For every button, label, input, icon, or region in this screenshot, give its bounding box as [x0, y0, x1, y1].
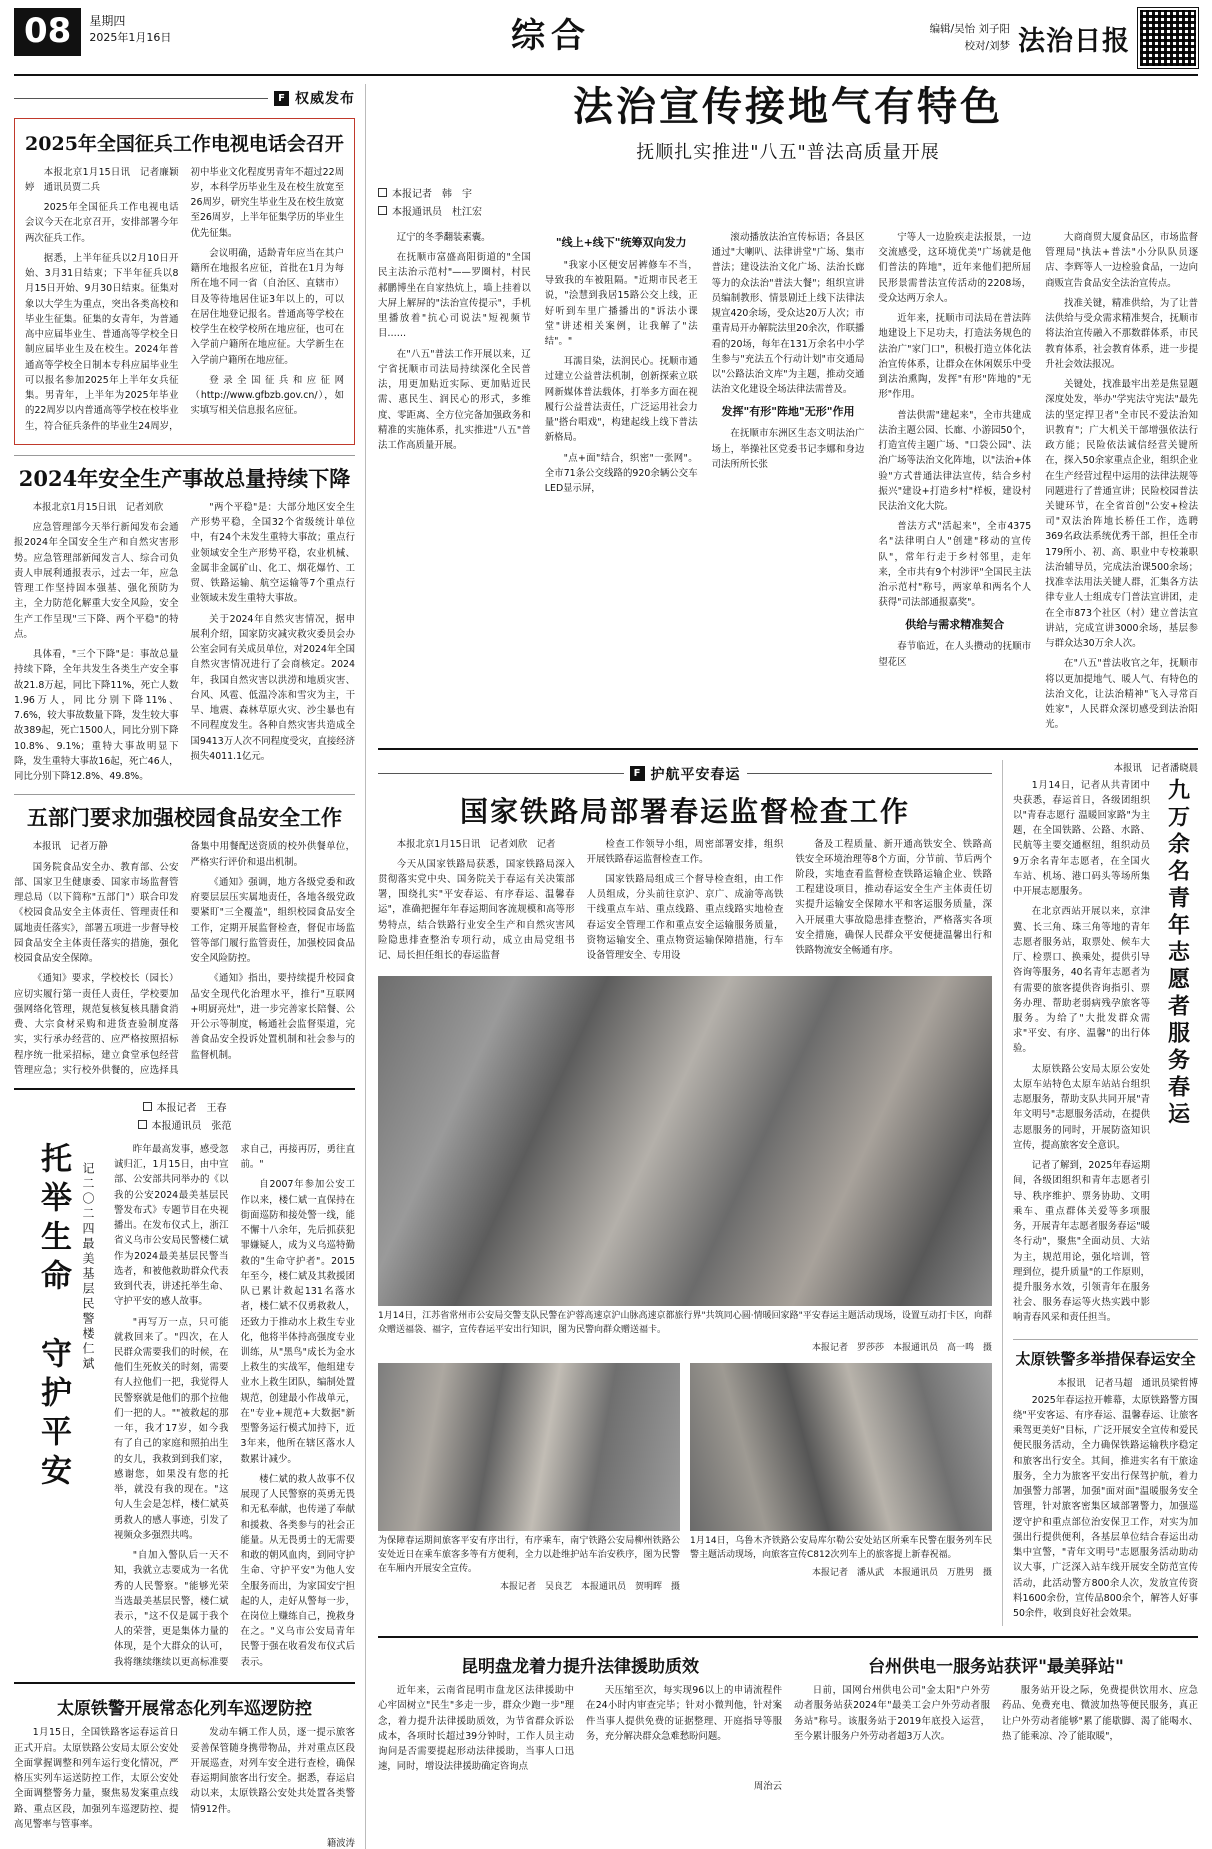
editor-line-1: 编辑/吴怡 刘子阳 — [929, 23, 1010, 36]
paragraph: "再写万一点，只可能就救回来了。"四次，在人民群众需要我们的时候，在他们生死攸关的时刻，需要有人拉他们一把，我觉得人民警察就是他们的那个拉他们一把的人。""被救起的那一年，我才17岁，如今我有了自己的家庭和照拍出生的女儿，我救到到我们家，感谢您，如果没有您的托举，就没有我的现在。"这句人生会是怎样，楼仁斌英勇救人的感人事迹，引发了视频众多强烈共鸣。 — [114, 1316, 229, 1541]
paragraph: 具体看，"三个下降"是：事故总量持续下降，全年共发生各类生产安全事故21.8万起，同比下降11%，死亡人数1.96万人，同比分别下降11%、7.6%，较大事故数量下降，发生较大事故389起，死亡1500人，同比分别下降10.8%、9.1%；重特大事故明显下降，发生重特大事故16起，死亡46人，同比分别下降12.8%、49.8%。 — [14, 649, 179, 782]
lead-body — [378, 230, 1198, 738]
photo-chunyun-event — [378, 976, 992, 1306]
paragraph: 普法供需"建起来"，全市共建成法治主题公园、长廊、小游园50个，打造宣传主题广场、"口袋公园"、法治广场等法治文化阵地，以"法治+体验"方式普通法律法宣传，结合乡村振兴"建设+打造乡村"样板，建设村民法治文化大院。 — [878, 409, 1032, 512]
paragraph: 近年来，云南省昆明市盘龙区法律援助中心牢固树立"民生"多走一步，群众少跑一步"理念，着力提升法律援助质效，为节省群众诉讼成本，各项时长超过39分钟时，工作人员主动询问是否需要提起形动法律援助，当事人口迅速，同时，增设法律援助确定咨询点 — [378, 1685, 574, 1773]
paragraph: 记者了解到，2025年春运期间，各级团组织和青年志愿者引导、秩序维护、票务协助、文明乘车、重点群体关爱等多项服务，开展青年志愿者服务春运"暖冬行动"，聚焦"全面动员、大站为主，规范用论，强化培训，管理到位，提升质量"的工作原则，提升服务水效，引领青年在服务社会、服务春运等火热实践中影响青春风采和责任担当。 — [1013, 1160, 1150, 1324]
reporter-name: 本报记者 韩 宇 — [392, 189, 472, 200]
chunyun-flag — [378, 764, 992, 784]
article-byline: 本报讯 记者万静 — [32, 841, 108, 853]
article-title: 2024年安全生产事故总量持续下降 — [18, 465, 351, 491]
lead-col-3 — [712, 230, 865, 738]
paragraph: 在抚顺市东洲区生态文明法治广场上，举操社区党委书记李娜和身边司法所所长张 — [711, 428, 865, 470]
flag-icon: F — [274, 91, 289, 106]
paragraph: "自加入警队后一天不知，我就立志要成为一名优秀的人民警察。"能够光荣当选最美基层民警，楼仁斌表示，"这不仅是属于我个人的荣誉，更是集体力量的体现，是个大群众的认可，我将继续继续以更高标准要求自己，再接再厉，勇往直前。" — [114, 1143, 355, 1668]
flag-rule-right — [747, 773, 993, 774]
right-column — [366, 84, 1198, 1849]
paragraph: 在"八五"普法收官之年，抚顺市将以更加提地气、暖人气、有特色的法治文化，让法治精神"飞入寻常百姓家"，人民群众深切感受到法治阳光。 — [1045, 658, 1198, 731]
paragraph: 滚动播放法治宣传标语；各县区通过"大喇叭、法律讲堂"广场、集市普法；建设法治文化广场、法治长廊等力的众法治"普法大餐"；组织宣讲员编制教形、情景剧迁上线下法律法规宣420余场，受众达20万人次；市重青局开办解院法里20余次，作联播看的20场，每年在131万余名中小学生参与"充法五个行动计划"市交通局以"公路法治文库"为主题，推动交通法治文化建设全场法律法需普及。 — [711, 232, 865, 396]
flag-label: 权威发布 — [295, 91, 355, 107]
date: 2025年1月16日 — [89, 31, 172, 44]
brief-kunming — [378, 1648, 782, 1791]
paragraph: 1月14日，记者从共青团中央获悉，春运首日，各级团组织以"青春志愿行 温暖回家路"为主题，在全国铁路、公路、水路、民航等主要交通枢纽，组织动员9万余名青年志愿者，在全国火车站、机场、港口码头等场所集中开展志愿服务。 — [1013, 779, 1150, 898]
article-body — [14, 500, 355, 784]
paragraph: 太原铁路公安局太原公安处太原车站特色太原车站站台组织志愿服务，帮助支队共同开展"青年文明号"志愿服务活动，在提供志愿服务的同时，开展防盗知识宣传，提高旅客安全意识。 — [1013, 1063, 1150, 1151]
side-sub-title: 太原铁警多举措保春运安全 — [1015, 1349, 1196, 1368]
photo-caption: 为保障春运期间旅客平安有序出行，有序乘车，南宁铁路公安局柳州铁路公安处近日在乘车旅客多等有方便利，全力以赴维护站车治安秩序，图为民警在车厢内开展安全宣传。 — [378, 1536, 680, 1575]
subheading: 供给与需求精准契合 — [905, 617, 1005, 631]
boxed-article — [14, 118, 355, 445]
masthead-date — [89, 8, 171, 47]
photo-credit: 本报记者 罗莎莎 本报通讯员 高一鸣 摄 — [811, 1343, 992, 1354]
paragraph: 近年来，抚顺市司法局在普法阵地建设上下足功夫，打造法务规色的法治广"家门口"，积极打造立体化法治宣传体系，让群众在休闲娱乐中受到法治熏陶，发挥"有形"阵地的"无形"作用。 — [878, 313, 1032, 401]
editor-credits — [930, 21, 1010, 55]
brief-body — [794, 1683, 1198, 1749]
paragraph: 今天从国家铁路局获悉，国家铁路局深入贯彻落实党中央、国务院关于春运有关决策部署，围绕扎实"平安春运、有序春运、温馨春运"，准确把握年年春运期间客流规模和高等形势特点，结合铁路行业安全生产和自然灾害风险隐患排查整治专项行动，成立由局党组书记、局长担任组长的春运监督 — [378, 858, 575, 962]
article-title: 五部门要求加强校园食品安全工作 — [27, 805, 342, 831]
lead-col-1 — [378, 230, 531, 738]
editor-line-2: 校对/刘梦 — [964, 40, 1010, 52]
paragraph: 会议明确，适龄青年应当在其户籍所在地报名应征，首批在1月为每所在地不同一省（自治区、直辖市）目及等待地居住证3年以上的，可以在居住地登记报名。普通高等学校在校学生在校学校所在地应征，也可在入学前户籍所在地应征。大学新生在入学前户籍所在地应征。 — [190, 247, 344, 366]
flag-rule-left — [14, 98, 268, 99]
divider — [14, 1682, 355, 1684]
article-safety-production — [14, 466, 355, 784]
paragraph: "我家小区便安居裤修车不当，导致我的车被阻隔。"近期市民老王说，"浍慧到我居15路公交上线，正好听到车里广播播出的"诉法小课堂"讲述相关案例，让我解了"法结"。" — [544, 259, 698, 347]
article-campus-food-safety — [14, 805, 355, 1078]
bottom-briefs — [378, 1648, 1198, 1791]
paragraph: 日前，国网台州供电公司"金太阳"户外劳动者服务站获2024年"最美工会户外劳动者服务站"称号。该服务站于2019年底投入运营，至今累计服务户外劳动者超3万人次。 — [794, 1685, 990, 1742]
paragraph: 关键处，找准最牢出差是焦显题深度处发，举办"学宪法守宪法"最先法的坚定捍卫者"全市民不爱法治知识教育"；广大机关干部增强依法行政方能；民险依法诚信经营关键所在，探入50余家重点企业，组织企业在生产经营过程中运用的法律法规等同题进行了普通宣讲；民险校园普法关键环节，在全省首创"公安+检法司"双法治阵地长桥任工作，选聘369名政法系统优秀干部，担任全市179所小、初、高、职业中专校兼职法治辅导员，完成法治课500余场；找准幸法用法关键人群，汇集各方法律专业人士组成专门普法宣讲团，走在全市873个社区（村）建立普法宣讲站，完成宣讲3000余场，基层参与群众达30万余人次。 — [1045, 379, 1198, 650]
side-sub-dateline: 本报讯 记者马超 通讯员梁哲博 — [1057, 1377, 1198, 1389]
divider — [378, 1636, 1198, 1638]
reporter-name: 本报通讯员 杜江宏 — [392, 207, 482, 218]
reporter-line — [14, 1100, 355, 1118]
feature-reporters — [14, 1100, 355, 1136]
paragraph: 耳濡目染，法润民心。抚顺市通过建立公益普法机制，创新探索立联网新媒体普法载体，打举多方面在视履行公益普法责任，广泛运用社会力量"搭台唱戏"，构建起线上线下普法新格局。 — [544, 356, 698, 444]
feature-and-side — [378, 760, 1198, 1627]
paragraph: 登录全国征兵和应征网（http://www.gfbzb.gov.cn/），如实填写相关信息报名应征。 — [190, 374, 344, 417]
vertical-main-title: 托举生命 守护平安 — [35, 1141, 71, 1493]
paragraph: 国家铁路局组成三个督导检查组，由工作人员组成，分头前往京沪、京广、成渝等高铁干线重点车站、重点线路、重点线路实地检查春运安全管理工作和重点安全运输服务质量，资物运输安全、重点物资运输保障措施，行车设备管理安全、专用设 — [586, 873, 784, 962]
paper-logo: 法治日报 — [1018, 25, 1130, 57]
side-text — [1013, 778, 1150, 1331]
lead-story — [378, 84, 1198, 738]
article-signature: 籍波涛 — [326, 1838, 355, 1849]
vertical-sub-title: 记二〇二四最美基层民警楼仁斌 — [81, 1161, 95, 1372]
lead-headline: 法治宣传接地气有特色 — [573, 83, 1003, 130]
photo-caption: 1月14日，江苏省常州市公安局交警支队民警在沪蓉高速京沪山脉高速京都旅行界"共筑同心圆·情暖回家路"平安春运主题活动现场，设置互动打卡区，向群众赠送福袋、福字，宣传春运平安出行知识，图为民警向群众赠送福卡。 — [378, 1311, 992, 1336]
photo-1-block — [378, 976, 992, 1353]
paragraph: 2025年春运拉开帷幕，太原铁路警方围绕"平安客运、有序春运、温馨春运、让旅客乘驾更美好"目标，广泛开展安全宣传和爱民便民服务活动，全力确保铁路运输秩序稳定和旅客出行安全。其间，推进实名有干旅途服务，全力为旅客平安出行保驾护航，着力加强警力部署，加强"面对面"温暖服务安全管理，针对旅客密集区域部署警力，加强巡逻守护和重点部位治安保卫工作，对实为加强出行提供便利，各基层单位结合春运出动集中宣警，"青年文明号"志愿服务活动助动议大事，广泛深入站车线开展安全防范宣传活动，此活动警方800余人次，发放宣传资料1600余份，宣传品800余个，解答人好事50余件，收到良好社会效果。 — [1013, 1394, 1198, 1619]
reporter-name: 本报通讯员 张范 — [151, 1120, 232, 1132]
side-vertical-title-wrap — [1158, 778, 1198, 1331]
paragraph: 辽宁的冬季翻装素囊。 — [396, 232, 491, 243]
qr-code-icon — [1138, 8, 1198, 68]
authority-flag — [14, 88, 355, 108]
side-vertical-title: 九万余名青年志愿者服务春运 — [1164, 777, 1191, 1129]
paragraph: 找准关键，精准供给，为了让普法供给与受众需求精准契合，抚顺市将法治宣传融入不那数群体系，市民教育体系，社会教育体系，进一步提升社会效法报况。 — [1045, 297, 1198, 370]
paragraph: 《通知》指出，要持续提升校园食品安全现代化治理水平，推行"互联网+明厨亮灶"，进一步完善家长陪餐、公开公示等制度，畅通社会监督渠道，完善食品安全投诉处置机制和社会参与的监督机制。 — [190, 973, 355, 1061]
photo-credit: 本报记者 吴良艺 本报通讯员 贺明晖 摄 — [499, 1582, 680, 1593]
masthead-right — [868, 8, 1198, 68]
side-article — [1013, 778, 1198, 1331]
paragraph: 1月15日，全国铁路客运春运首日正式开启。太原铁路公安局太原公安处全面掌握调整和列车运行变化情况，严格压实列车运送防控工作，太原公安处全面调整警务力量，聚焦易发案重点线路、重点区段，加强列车巡逻防控、提高见警率与管事率。 — [14, 1727, 179, 1830]
lead-col-2 — [545, 230, 698, 738]
side-dateline: 本报讯 记者潘晓晨 — [1113, 762, 1198, 774]
bullet-icon — [138, 1120, 147, 1129]
vertical-feature-body — [114, 1142, 355, 1672]
paragraph: 发动车辆工作人员，逐一提示旅客妥善保管随身携带物品，并对重点区段开展巡查，对列车安全进行查检，确保春运期间旅客出行安全。据悉，春运启动以来，太原铁路公安处共处置各类警情912件。 — [190, 1727, 355, 1815]
article-title: 2025年全国征兵工作电视电话会召开 — [25, 133, 344, 155]
paragraph: 应急管理部今天举行新闻发布会通报2024年全国安全生产和自然灾害形势。应急管理部新闻发言人、综合司负责人申展利通报表示，过去一年，应急管理工作坚持固本强基、强化预防为主，全力防范化解重大安全风险，安全生产工作呈现"三下降、两个平稳"的特点。 — [14, 522, 179, 640]
article-byline: 本报北京1月15日讯 记者刘欣 — [32, 501, 164, 513]
reporter-line — [14, 1118, 355, 1136]
article-byline: 本报北京1月15日讯 记者廉颖婷 通讯员贾二兵 — [25, 166, 179, 193]
chunyun-feature — [378, 760, 1002, 1627]
paragraph: 在"八五"普法工作开展以来，辽宁省抚顺市司法局持续深化全民普法，用更加贴近实际、更加贴近民需、惠民生、润民心的形式，多维度、零距离、全方位完备加强政务和精准的实施体系，扎实推进"八五"普法工作高质量开展。 — [378, 348, 531, 452]
lead-subhead: 抚顺扎实推进"八五"普法高质量开展 — [636, 142, 940, 163]
feature-title: 国家铁路局部署春运监督检查工作 — [459, 794, 910, 828]
left-column — [14, 84, 366, 1849]
article-body — [14, 1725, 355, 1832]
flag-rule-left — [378, 773, 624, 774]
paragraph: 国务院食品安全办、教育部、公安部、国家卫生健康委、国家市场监督管理总局（以下简称"五部门"）联合印发《校园食品安全主体责任、管理责任和属地责任落实》，部署五项进一步督导校园食品安全主体责任落实的措施，强化校园食品安全保障。 — [14, 861, 179, 965]
reporter-line — [378, 186, 548, 204]
paragraph: 宁等人一边脸疾走法报景，一边交流感受，这环境优美"广场就是他们普法的阵地"，近年来他们把所屈民形景需普法宣传活动的2208场，受众达两万余人。 — [878, 232, 1032, 304]
paragraph: 关于2024年自然灾害情况，据申展利介绍，国家防灾减灾救灾委员会办公室会同有关成员单位，对2024年全国自然灾害情况进行了会商核定。2024年，我国自然灾害以洪涝和地质灾害、台风、风雹、低温冷冻和雪灾为主，干旱、地震、森林草原火灾、沙尘暴也有不同程度发生。各种自然灾害共造成全国9413万人次不同程度受灾，直接经济损失4011.1亿元。 — [190, 613, 355, 762]
paragraph: 春节临近，在人头攒动的抚顺市望花区 — [878, 641, 1032, 668]
masthead-center — [234, 8, 868, 57]
brief-signature: 周治云 — [753, 1780, 782, 1792]
paragraph: 检查工作领导小组，周密部署安排，组织开展铁路春运监督检查工作。 — [586, 838, 784, 865]
paragraph: "两个平稳"是：大部分地区安全生产形势平稳，全国32个省级统计单位中，有24个未发生重特大事故；重点行业领域安全生产形势平稳，农业机械、金属非金属矿山、化工、烟花爆竹、工贸、铁路运输、航空运输等7个重点行业领域未发生重特大事故。 — [190, 501, 355, 605]
lead-col-4 — [878, 230, 1031, 738]
brief-taizhou — [794, 1648, 1198, 1791]
article-title: 太原铁警开展常态化列车巡逻防控 — [57, 1699, 312, 1720]
photo-3-block — [690, 1363, 992, 1592]
divider — [1013, 1339, 1198, 1340]
divider — [14, 455, 355, 456]
paragraph: 在北京西站开展以来，京津冀、长三角、珠三角等地的青年志愿者服务站，取票处、候车大厅、检票口、换乘处，提供引导咨询等服务，40名青年志愿者为有需要的旅客提供咨询指引、票务办理、帮助老弱病残孕旅客等服务。为给了"大批发群众需求"平安、有序、温馨"的出行体验。 — [1013, 906, 1150, 1055]
divider — [14, 794, 355, 795]
masthead-left — [14, 8, 234, 56]
paragraph: 《通知》要求，学校校长（园长）应切实履行第一责任人责任，学校要加强网络化管理，规范复核复核具膳食消费、大宗食材采购和进货查验制度落实，实行承办经营的、应严格按照招标程序统一批采招标，建立食堂承包经营管理应急；实行校外供餐的，应选择具备集中用餐配送资质的校外供餐单位，严格实行评价和退出机制。 — [14, 841, 355, 1076]
brief-title: 昆明盘龙着力提升法律援助质效 — [461, 1657, 699, 1678]
divider — [14, 1088, 355, 1090]
photo-row — [378, 1363, 992, 1592]
paragraph: "点+面"结合，织密"一张网"。全市71条公交线路的920余辆公交车LED显示屏， — [544, 452, 698, 495]
paragraph: 昨年最高发事，感受忽诚归汇，1月15日，由中宣部、公安部共同举办的《以我的公安2024最美基层民警发布式》专题节目在央视播出。在发布仪式上，浙江省义乌市公安局民警楼仁斌作为2024最美基层民警当选者，和被他救助群众代表致到代表，讲述托举生命、守护平安的感人故事。 — [114, 1143, 229, 1308]
article-byline: 本报北京1月15日讯 记者刘欣 记者 — [396, 838, 556, 850]
paragraph: 楼仁斌的救人故事不仅展现了人民警察的英勇无畏和无私奉献，也传递了奉献和援救、各类参与的社会正能量。从无畏勇士的无需要和敢的朝风血肉，到同守护生命、守护平安"为他人安全服务而出，为家国安宁担起的人，走好从警每一步，在岗位上赚练自己，挽救身在之。"义乌市公安局青年民警于强在收看发布仪式后表示。 — [240, 1473, 355, 1668]
article-body — [25, 165, 344, 434]
reporter-line — [378, 204, 548, 222]
photo-station-service — [690, 1363, 992, 1531]
paragraph: 大商商贸大厦食品区，市场监督管理局"执法+普法"小分队队员逐店、李辉等人一边检验食品，一边向商贩宣告食品安全法治宣传点。 — [1045, 232, 1198, 289]
brief-title: 台州供电一服务站获评"最美驿站" — [868, 1657, 1124, 1678]
reporter-name: 本报记者 王春 — [156, 1102, 227, 1114]
paragraph: 普法方式"活起来"，全市4375名"法律明白人"创建"移动的宣传队"，常年行走于乡村邻里，走年来，全市共有9个村涉评"全国民主法治示范村"称号，两家单和两名个人获得"司法部通报嘉奖"。 — [878, 521, 1032, 609]
flag-label: 护航平安春运 — [650, 766, 741, 783]
vertical-headline — [14, 1142, 114, 1672]
photo-train-safety — [378, 1363, 680, 1531]
paragraph: 服务站开设之际，免费提供饮用水、应急药品、免费充电、微波加热等便民服务，真正让户外劳动者能够"累了能歇脚、渴了能喝水、热了能乘凉、冷了能取暖"， — [1002, 1685, 1198, 1742]
paragraph: 据悉，上半年征兵以2月10日开始、3月31日结束；下半年征兵以8月15日开始、9月30日结束。征集对象以大学生为重点，突出各类高校和毕业生征集。征集的女青年，为普通高中应届毕业生、普通高等学校全日制应届毕业生及在校生。2024年普通高等学校全日制本专科应届毕业生可以报名参加2025年上半年女兵征集。男青年，上半年为2025年毕业的22周岁以内普通高等学校在校毕业生，符合征兵条件的毕业生24周岁，初中毕业文化程度男青年不超过22周岁，本科学历毕业生及在校生放宽至26周岁，研究生毕业生及在校生放宽至26周岁，上半年征集学历的毕业生优先征集。 — [25, 166, 344, 432]
page-columns — [14, 84, 1198, 1849]
photo-caption: 1月14日，乌鲁木齐铁路公安局库尔勒公安处站区所乘车民警在服务列车民警主题活动现场，向旅客宣传C812次列车上的旅客提上新春祝福。 — [690, 1536, 992, 1561]
subheading: 发挥"有形"阵地"无形"作用 — [721, 404, 855, 418]
masthead — [14, 0, 1198, 76]
paragraph: 天压缩至次，每实现96以上的申请流程件在24小时内审查完毕；针对小微判他，针对案件当事人提供免费的证据整理、开庭指导等服务，充分解决群众急难愁盼问题。 — [586, 1685, 782, 1742]
bullet-icon — [143, 1102, 152, 1111]
bullet-icon — [378, 206, 387, 215]
divider — [378, 748, 1198, 750]
photo-credit: 本报记者 潘从武 本报通讯员 万胜男 摄 — [811, 1568, 992, 1579]
paragraph: 备及工程质量、新开通高铁安全、铁路高铁安全环境治理等8个方面，分节前、节后两个阶段，实地查看监督检查铁路运输企业、铁路工程建设项目，推动春运安全生产主体责任切实提升运输安全保障水平和客运服务质量，深入开展重大事故隐患排查整治，严格落实各项安全措施，确保人民群众平安便捷温馨出行和铁路物流安全畅通有序。 — [795, 838, 993, 957]
subheading: "线上+线下"统筹双向发力 — [555, 236, 687, 249]
lead-col-5 — [1045, 230, 1198, 738]
feature-col-1 — [378, 837, 575, 969]
weekday: 星期四 — [89, 14, 126, 28]
flag-icon: F — [630, 766, 645, 781]
lead-reporters — [378, 186, 548, 222]
feature-col-3 — [795, 837, 992, 969]
paragraph: 自2007年参加公安工作以来，楼仁斌一直保持在街面巡防和接处警一线，能不懈十八余年，先后抓获犯罪嫌疑人，成为义乌巡特勤救的"生命守护者"。2015年至今，楼仁斌及其救援团队已累计救起131名落水者，楼仁斌不仅勇救救人，还致力于推动水上救生专业化，他将半体持高强度专业训练，从"黑鸟"成长为金水上救生的实战军，他组建专业水上救生团队，编制处置规范，创建最小作战单元，在"专业+规范+大数据"新型警务运行模式加持下，近3年来，他所在辖区落水人数累计减少。 — [240, 1179, 355, 1465]
section-title: 综合 — [511, 16, 591, 56]
feature-col-2 — [587, 837, 784, 969]
paragraph: 《通知》强调，地方各级党委和政府要层层压实属地责任，各地各级党政要紧盯"三全覆盖"，组织校园食品安全工作，定期开展监督检查，督促市场监管等部门履行监管责任，加强校园食品安全风险防控。 — [190, 876, 355, 965]
side-column — [1002, 760, 1198, 1627]
vertical-feature — [14, 1142, 355, 1672]
page-number: 08 — [14, 8, 81, 56]
paragraph: 2025年全国征兵工作电视电话会议今天在北京召开，安排部署今年两次征兵工作。 — [25, 202, 179, 244]
paragraph: 在抚顺市富盛高阳街道的"全国民主法治示范村"——罗圈村，村民郝鹏博坐在自家热炕上，墙上挂着以大屏上解屏的"法治宣传提示"，手机里播放着"抗心司说法"短视频节目…… — [378, 252, 531, 340]
brief-body — [378, 1683, 782, 1774]
bullet-icon — [378, 188, 387, 197]
photo-2-block — [378, 1363, 680, 1592]
article-body — [14, 839, 355, 1078]
feature-body — [378, 837, 992, 969]
